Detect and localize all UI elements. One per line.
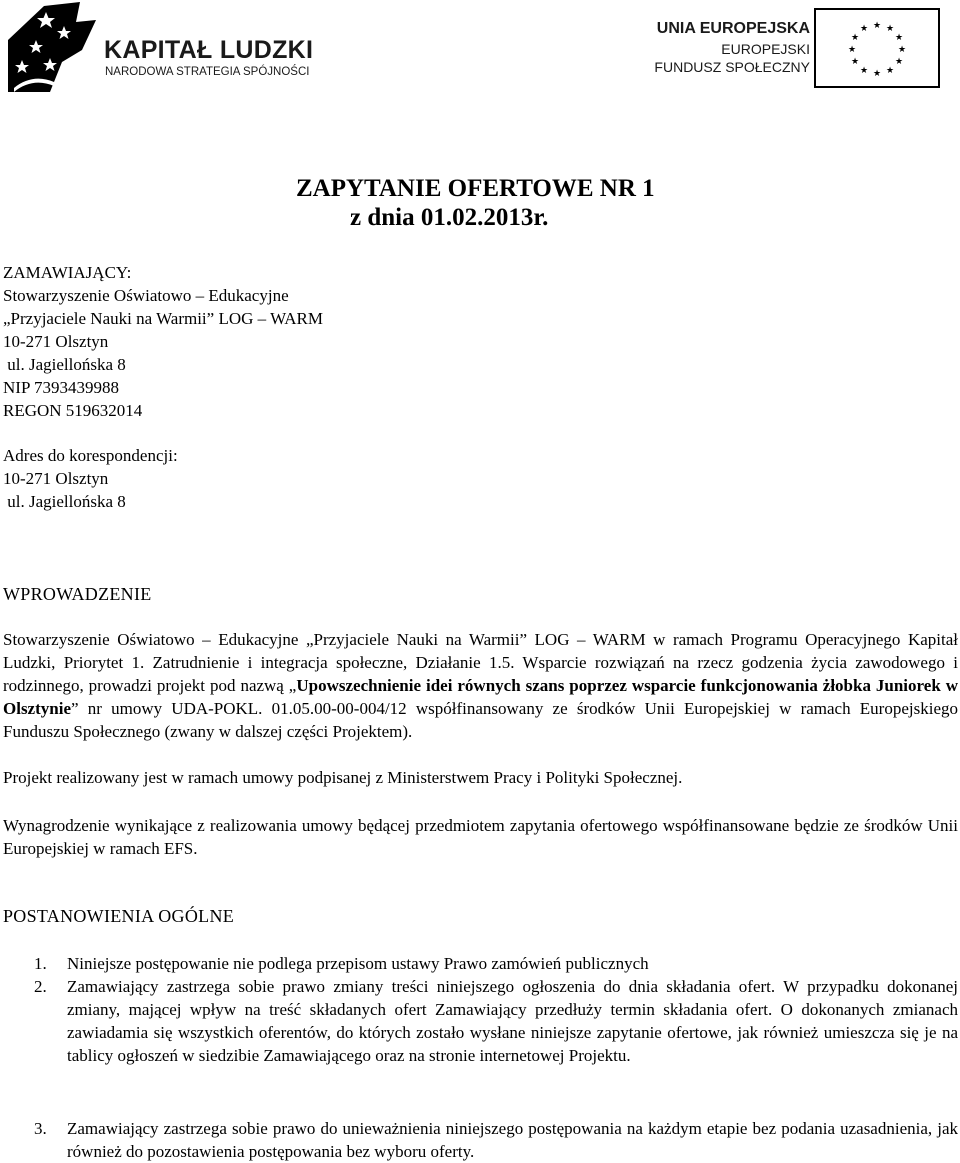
svg-text:★: ★ <box>885 24 895 34</box>
svg-text:★: ★ <box>850 57 860 67</box>
svg-text:★: ★ <box>897 45 907 55</box>
list-item-number: 2. <box>34 977 47 996</box>
kapital-ludzki-subtitle: NARODOWA STRATEGIA SPÓJNOŚCI <box>105 66 310 78</box>
general-heading: POSTANOWIENIA OGÓLNE <box>3 906 235 926</box>
svg-text:★: ★ <box>872 69 882 79</box>
eu-logo <box>640 6 956 90</box>
svg-text:★: ★ <box>885 66 895 76</box>
list-item-text: Niniejsze postępowanie nie podlega przepisom ustawy Prawo zamówień publicznych <box>67 954 649 973</box>
svg-text:★: ★ <box>872 21 882 31</box>
list-item-text: Zamawiający zastrzega sobie prawo zmiany treści niniejszego ogłoszenia do dnia składania ofert. W przypadku dokonanej zmiany, mającej wpływ na treść składanych ofert Zamawiający przedłuży termin składania ofert. O dokonanych zmianach zawiadamia się wszystkich oferentów, do których zostało wysłane niniejsze zapytanie ofertowe, jak również umieszcza się je na tablicy ogłoszeń w siedzibie Zamawiającego oraz na stronie internetowej Projektu. <box>67 977 958 1066</box>
correspondence-line: 10-271 Olsztyn <box>3 469 109 488</box>
intro-paragraph <box>3 628 958 743</box>
list-item <box>3 975 958 1067</box>
intro-heading: WPROWADZENIE <box>3 584 152 604</box>
kapital-ludzki-emblem-icon <box>6 2 98 94</box>
list-item-number: 1. <box>34 954 47 973</box>
list-item-text: Zamawiający zastrzega sobie prawo do unieważnienia niniejszego postępowania na każdym etapie bez podania uzasadnienia, jak również do pozostawienia postępowania bez wyboru oferty. <box>67 1119 958 1162</box>
list-item <box>3 1117 958 1163</box>
buyer-heading: ZAMAWIAJĄCY: <box>3 263 132 282</box>
eu-logo-line2: EUROPEJSKI <box>721 41 810 57</box>
svg-text:★: ★ <box>894 57 904 67</box>
kapital-ludzki-logo <box>6 2 326 94</box>
document-date: z dnia 01.02.2013r. <box>350 204 549 231</box>
eu-logo-line3: FUNDUSZ SPOŁECZNY <box>654 59 810 75</box>
list-item <box>3 952 958 975</box>
document-title: ZAPYTANIE OFERTOWE NR 1 <box>296 175 655 202</box>
intro-paragraph-2: Projekt realizowany jest w ramach umowy podpisanej z Ministerstwem Pracy i Polityki Społecznej. <box>3 768 683 787</box>
buyer-line: ul. Jagiellońska 8 <box>3 355 126 374</box>
svg-text:★: ★ <box>850 33 860 43</box>
svg-text:★: ★ <box>847 45 857 55</box>
list-item-number: 3. <box>34 1119 47 1138</box>
eu-logo-line1: UNIA EUROPEJSKA <box>656 20 810 37</box>
buyer-line: 10-271 Olsztyn <box>3 332 109 351</box>
intro-text: Stowarzyszenie Oświatowo – Edukacyjne „Przyjaciele Nauki na Warmii” LOG – WARM w ramach Programu Operacyjnego Kapitał Ludzki, Priorytet 1. Zatrudnienie i integracja społeczne, Działanie 1.5. Wsparcie rozwiązań na rzecz godzenia życia zawodowego i rodzinnego, prowadzi projekt pod nazwą „ <box>3 630 958 696</box>
project-name: Upowszechnienie idei równych szans poprzez wsparcie funkcjonowania żłobka Juniorek w Olsztynie <box>3 676 958 719</box>
svg-text:★: ★ <box>894 33 904 43</box>
buyer-line: Stowarzyszenie Oświatowo – Edukacyjne <box>3 286 289 305</box>
intro-paragraph-3: Wynagrodzenie wynikające z realizowania umowy będącej przedmiotem zapytania ofertowego współfinansowane będzie ze środków Unii Europejskiej w ramach EFS. <box>3 816 958 859</box>
buyer-line: „Przyjaciele Nauki na Warmii” LOG – WARM <box>3 309 323 328</box>
kapital-ludzki-title: KAPITAŁ LUDZKI <box>104 36 314 64</box>
buyer-line: REGON 519632014 <box>3 401 143 420</box>
buyer-line: NIP 7393439988 <box>3 378 120 397</box>
svg-text:★: ★ <box>859 24 869 34</box>
correspondence-line: ul. Jagiellońska 8 <box>3 492 126 511</box>
eu-flag-icon <box>814 8 940 88</box>
correspondence-heading: Adres do korespondencji: <box>3 446 178 465</box>
svg-text:★: ★ <box>859 66 869 76</box>
intro-text-cont: ” nr umowy UDA-POKL. 01.05.00-00-004/12 współfinansowany ze środków Unii Europejskiej w ramach Europejskiego Funduszu Społecznego (zwany w dalszej części Projektem). <box>3 699 958 742</box>
